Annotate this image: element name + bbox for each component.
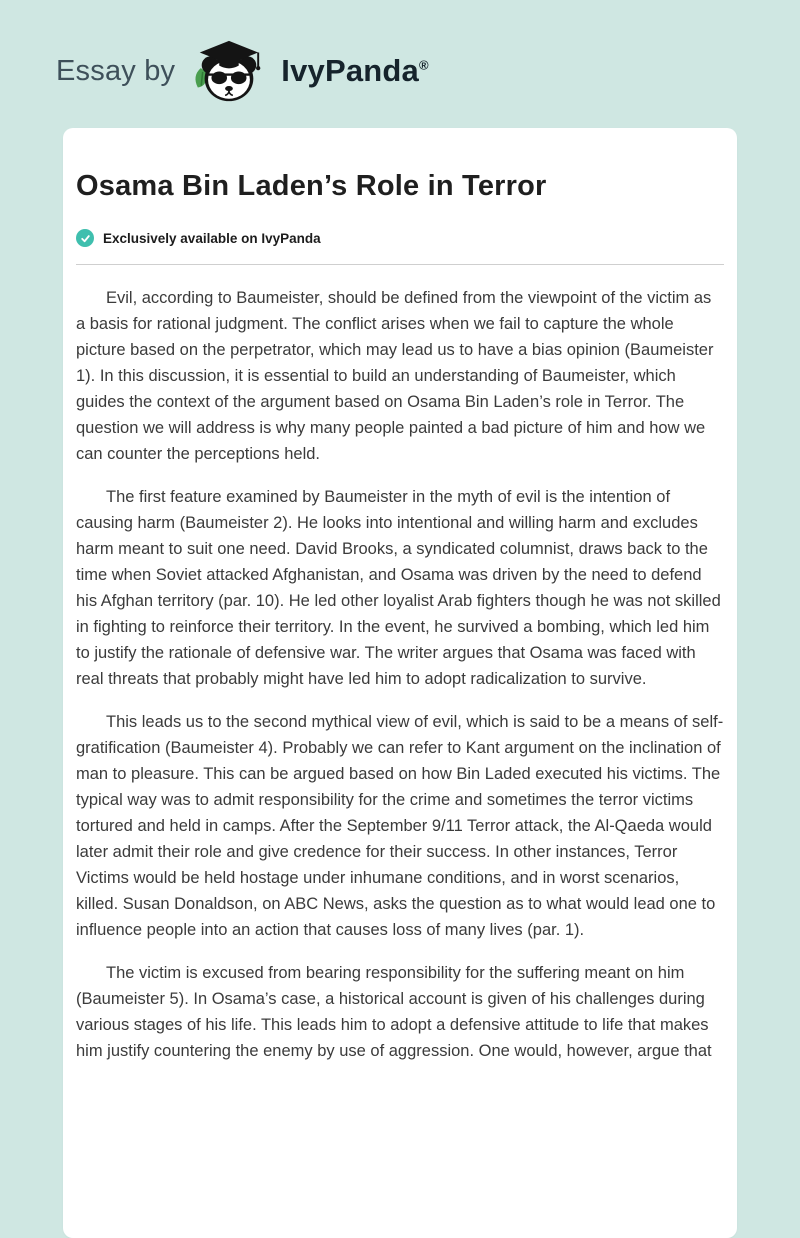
brand-text: IvyPanda: [281, 53, 419, 88]
ivypanda-logo-icon: [191, 38, 265, 104]
essay-paragraph: This leads us to the second mythical view of evil, which is said to be a means of self-gratification (Baumeister 4). Probably we can refer to Kant argument on the inclination of man to pleasure. This can be argued based on how Bin Laded executed his victims. The typical way was to admit responsibility for the crime and sometimes the terror victims tortured and held in camps. After the September 9/11 Terror attack, the Al-Qaeda would later admit their role and give credence for their success. In other instances, Terror Victims would be held hostage under inhumane conditions, and in worst scenarios, killed. Susan Donaldson, on ABC News, asks the question as to what would lead one to influence people into an action that causes loss of many lives (par. 1).: [76, 713, 724, 939]
essay-paragraph: The victim is excused from bearing responsibility for the suffering meant on him (Baumeister 5). In Osama’s case, a historical account is given of his challenges during various stages of his life. This leads him to adopt a defensive attitude to life that makes him justify countering the enemy by use of aggression. One would, however, argue that: [76, 964, 712, 1060]
essay-paragraph: Evil, according to Baumeister, should be defined from the viewpoint of the victim as a basis for rational judgment. The conflict arises when we fail to capture the whole picture based on the perpetrator, which may lead us to have a bias opinion (Baumeister 1). In this discussion, it is essential to build an understanding of Baumeister, which guides the context of the argument based on Osama Bin Laden’s role in Terror. The question we will address is why many people painted a bad picture of him and how we can counter the perceptions held.: [76, 289, 714, 463]
site-header: [0, 0, 800, 106]
check-icon: [76, 229, 94, 247]
essay-body: [76, 285, 724, 1064]
page-title: Osama Bin Laden’s Role in Terror: [76, 170, 547, 202]
essay-by-label: Essay by: [56, 54, 176, 87]
availability-badge-label: Exclusively available on IvyPanda: [103, 230, 321, 246]
essay-paragraph: The first feature examined by Baumeister in the myth of evil is the intention of causing harm (Baumeister 2). He looks into intentional and willing harm and excludes harm meant to suit one need. David Brooks, a syndicated columnist, draws back to the time when Soviet attacked Afghanistan, and Osama was driven by the need to defend his Afghan territory (par. 10). He led other loyalist Arab fighters though he was not skilled in fighting to reinforce their territory. In the event, he survived a bombing, which led him to justify the rationale of defensive war. The writer argues that Osama was faced with real threats that probably might have led him to adopt radicalization to survive.: [76, 488, 721, 688]
essay-card: [63, 128, 737, 1238]
divider: [76, 264, 724, 265]
brand-name: [281, 53, 429, 89]
registered-mark: ®: [419, 57, 429, 73]
availability-badge: [76, 229, 724, 247]
